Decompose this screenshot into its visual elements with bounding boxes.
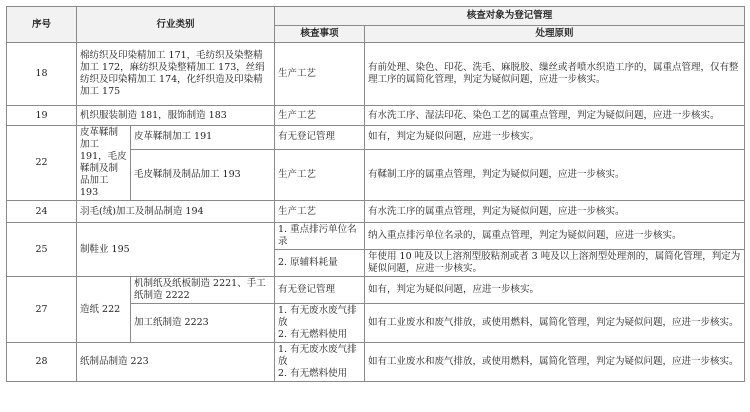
row-industry: 制鞋业 195 bbox=[77, 223, 275, 277]
row-industry: 造纸 222 bbox=[77, 277, 131, 343]
row-check-item: 2. 原辅料耗量 bbox=[275, 250, 365, 277]
row-principle: 有前处理、染色、印花、洗毛、麻脱胶、缫丝或者喷水织造工序的，属重点管理，仅有整理工序的属简化管理，判定为疑似问题，应进一步核实。 bbox=[365, 43, 745, 106]
row-industry: 羽毛(绒)加工及制品制造 194 bbox=[77, 201, 275, 223]
row-principle: 纳入重点排污单位名录的，属重点管理，判定为疑似问题，应进一步核实。 bbox=[365, 223, 745, 250]
table-row bbox=[7, 343, 745, 382]
row-seq: 27 bbox=[7, 277, 77, 343]
row-principle: 如有，判定为疑似问题，应进一步核实。 bbox=[365, 126, 745, 150]
row-industry: 皮革鞣制加工 191，毛皮鞣制及制品加工 193 bbox=[77, 126, 131, 201]
check-item-line: 2. 有无燃料使用 bbox=[278, 368, 348, 379]
header-seq: 序号 bbox=[7, 7, 77, 43]
row-seq: 18 bbox=[7, 43, 77, 106]
table-row bbox=[7, 277, 745, 304]
header-check-item: 核查事项 bbox=[275, 26, 365, 43]
row-principle: 如有，判定为疑似问题，应进一步核实。 bbox=[365, 277, 745, 304]
table-row bbox=[7, 223, 745, 250]
row-check-item: 生产工艺 bbox=[275, 43, 365, 106]
row-industry: 棉纺织及印染精加工 171，毛纺织及染整精加工 172，麻纺织及染整精加工 173，丝绢纺织及印染精加工 174，化纤织造及印染精加工 175 bbox=[77, 43, 275, 106]
row-check-item: 有无登记管理 bbox=[275, 277, 365, 304]
row-check-item: 1. 重点排污单位名录 bbox=[275, 223, 365, 250]
header-row-1 bbox=[7, 7, 745, 26]
row-principle: 如有工业废水和废气排放，或使用燃料，属简化管理，判定为疑似问题，应进一步核实。 bbox=[365, 343, 745, 382]
row-check-item: 生产工艺 bbox=[275, 149, 365, 201]
row-sub-industry: 毛皮鞣制及制品加工 193 bbox=[131, 149, 275, 201]
row-seq: 22 bbox=[7, 126, 77, 201]
row-seq: 24 bbox=[7, 201, 77, 223]
row-check-item bbox=[275, 343, 365, 382]
row-industry: 机织服装制造 181，服饰制造 183 bbox=[77, 106, 275, 126]
row-seq: 25 bbox=[7, 223, 77, 277]
row-check-item bbox=[275, 304, 365, 343]
row-principle: 有水洗工序的属重点管理，判定为疑似问题，应进一步核实。 bbox=[365, 201, 745, 223]
row-principle: 有水洗工序、湿法印花、染色工艺的属重点管理，判定为疑似问题，应进一步核实。 bbox=[365, 106, 745, 126]
header-group: 核查对象为登记管理 bbox=[275, 7, 745, 26]
check-item-line: 1. 有无废水废气排放 bbox=[278, 305, 357, 328]
table-row bbox=[7, 106, 745, 126]
row-principle: 年使用 10 吨及以上溶剂型胶粘剂或者 3 吨及以上溶剂型处理剂的，属简化管理，判定为疑似问题，应进一步核实。 bbox=[365, 250, 745, 277]
table-row bbox=[7, 201, 745, 223]
table-row bbox=[7, 126, 745, 150]
row-sub-industry: 皮革鞣制加工 191 bbox=[131, 126, 275, 150]
row-check-item: 有无登记管理 bbox=[275, 126, 365, 150]
row-sub-industry: 机制纸及纸板制造 2221、手工纸制造 2222 bbox=[131, 277, 275, 304]
row-principle: 如有工业废水和废气排放，或使用燃料，属简化管理，判定为疑似问题，应进一步核实。 bbox=[365, 304, 745, 343]
registration-check-table bbox=[6, 6, 745, 382]
row-check-item: 生产工艺 bbox=[275, 106, 365, 126]
row-industry: 纸制品制造 223 bbox=[77, 343, 275, 382]
header-principle: 处理原则 bbox=[365, 26, 745, 43]
table-row bbox=[7, 43, 745, 106]
row-principle: 有鞣制工序的属重点管理，判定为疑似问题，应进一步核实。 bbox=[365, 149, 745, 201]
row-seq: 28 bbox=[7, 343, 77, 382]
check-item-line: 1. 有无废水废气排放 bbox=[278, 344, 357, 367]
check-item-line: 2. 有无燃料使用 bbox=[278, 329, 348, 340]
row-sub-industry: 加工纸制造 2223 bbox=[131, 304, 275, 343]
header-industry: 行业类别 bbox=[77, 7, 275, 43]
row-check-item: 生产工艺 bbox=[275, 201, 365, 223]
row-seq: 19 bbox=[7, 106, 77, 126]
